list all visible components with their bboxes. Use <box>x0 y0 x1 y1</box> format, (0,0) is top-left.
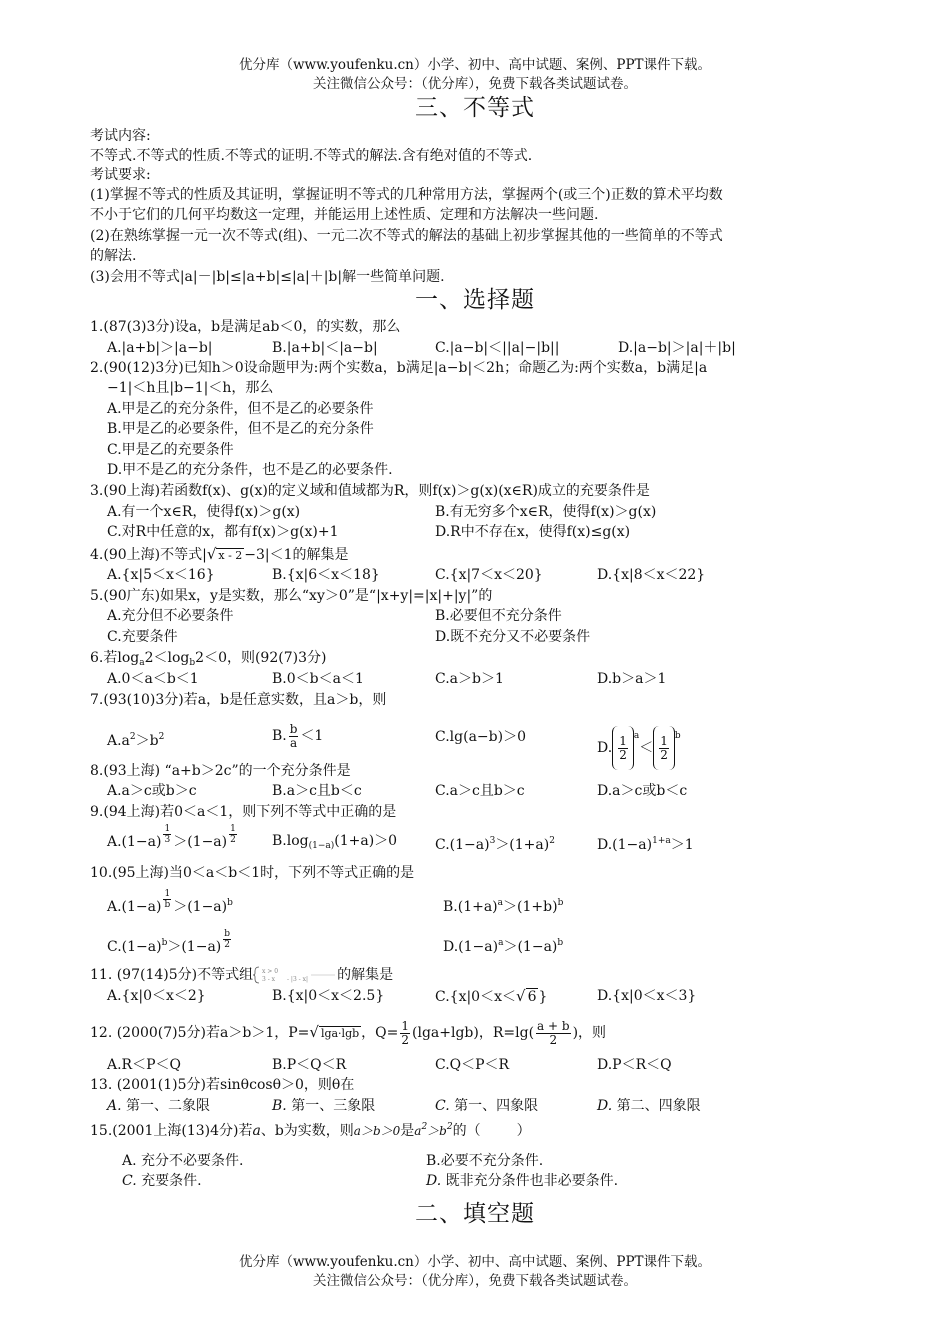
q4-option-a: A.{x|5＜x＜16} <box>107 567 215 583</box>
q11-option-d: D.{x|0＜x＜3} <box>597 988 697 1004</box>
q5-stem: 5.(90广东)如果x，y是实数，那么“xy＞0”是“|x+y|=|x|+|y|”的 <box>90 588 493 604</box>
q5-option-d: D.既不充分又不必要条件 <box>435 629 591 645</box>
q12-option-b: B.P＜Q＜R <box>272 1057 347 1073</box>
content-heading: 考试内容: <box>90 128 151 144</box>
q9-option-a: A.(1−a) $\frac{1}{3}$ ＞(1−a) $\frac{1}{2}$ <box>107 824 236 850</box>
q6-option-b: B.0＜b＜a＜1 <box>272 671 364 687</box>
q12-option-d: D.P＜R＜Q <box>597 1057 672 1073</box>
q12-option-c: C.Q＜P＜R <box>435 1057 510 1073</box>
q13-stem: 13. (2001(1)5分)若sinθcosθ＞0，则θ在 <box>90 1077 355 1093</box>
requirement-3: (3)会用不等式|a|－|b|≤|a+b|≤|a|＋|b|解一些简单问题. <box>90 269 445 285</box>
section-choice-heading: 一、选择题 <box>415 287 535 313</box>
q13-option-c: C. 第一、四象限 <box>435 1098 539 1114</box>
svg-text:3 - x: 3 - x <box>262 976 276 983</box>
q15-option-c: C. 充要条件. <box>122 1173 202 1189</box>
requirement-1a: (1)掌握不等式的性质及其证明，掌握证明不等式的几种常用方法，掌握两个(或三个)正数的算术平均数 <box>90 187 723 203</box>
svg-text:- |3 - x|: - |3 - x| <box>287 976 309 983</box>
q5-option-c: C.充要条件 <box>107 629 178 645</box>
q15-option-d: D. 既非充分条件也非必要条件. <box>426 1173 619 1189</box>
q10-stem: 10.(95上海)当0＜a＜b＜1时，下列不等式正确的是 <box>90 865 415 881</box>
content-text: 不等式.不等式的性质.不等式的证明.不等式的解法.含有绝对值的不等式. <box>90 148 533 164</box>
q15-option-a: A. 充分不必要条件. <box>122 1153 244 1169</box>
q9-option-c: $C.(1-a)^3>(1+a)^2$ <box>435 836 555 853</box>
q1-option-b: B.|a+b|＜|a−b| <box>272 340 378 356</box>
q4-stem: 4.(90上海)不等式|√ x - 2 −3|＜1的解集是 <box>90 545 349 563</box>
q13-option-d: D. 第二、四象限 <box>597 1098 701 1114</box>
q2-stem-1: 2.(90(12)3分)已知h＞0设命题甲为:两个实数a，b满足|a−b|＜2h；命题乙为:两个实数a，b满足|a <box>90 360 708 376</box>
q6-stem: 6.若$\log_a2<\log_b2<0$，则(92(7)3分) <box>90 650 327 668</box>
q2-option-c: C.甲是乙的充要条件 <box>107 442 234 458</box>
q1-stem: 1.(87(3)3分)设a，b是满足ab＜0，的实数，那么 <box>90 319 401 335</box>
requirement-1b: 不小于它们的几何平均数这一定理，并能运用上述性质、定理和方法解决一些问题. <box>90 207 599 223</box>
q9-option-d: $D.(1-a)^{1+a}>1$ <box>597 836 694 853</box>
q8-stem: 8.(93上海) “a+b＞2c”的一个充分条件是 <box>90 763 351 779</box>
page-title: 三、不等式 <box>415 95 535 121</box>
q9-option-b: $B.\log_{(1-a)}(1+a)>0$ <box>272 833 398 851</box>
q10-option-d: $D.(1-a)^a>(1-a)^b$ <box>443 938 564 955</box>
q8-option-b: B.a＞c且b＜c <box>272 783 362 799</box>
q4-option-c: C.{x|7＜x＜20} <box>435 567 543 583</box>
q3-stem: 3.(90上海)若函数f(x)、g(x)的定义域和值域都为R，则f(x)＞g(x)(x∈R)成立的充要条件是 <box>90 483 650 499</box>
q12-stem: 12. (2000(7)5分)若a＞b＞1，P=√ lga·lgb ，Q= $\frac{1}{2}$ (lga+lgb)，R=lg( $\frac{a + b}{2}$ )，则 <box>90 1018 607 1047</box>
header-line-1: 优分库（www.youfenku.cn）小学、初中、高中试题、案例、PPT课件下载。 <box>238 57 712 73</box>
q11-stem: 11. (97(14)5分)不等式组 x > 0 3 - x - |3 - x| 的解集是 <box>90 967 394 983</box>
q15-option-b: B.必要不充分条件. <box>426 1153 544 1169</box>
q10-option-a: A.(1−a) $\frac{1}{b}$ $>(1-a)^b$ <box>107 889 233 915</box>
q11-option-b: B.{x|0＜x＜2.5} <box>272 988 385 1004</box>
q6-option-c: C.a＞b＞1 <box>435 671 504 687</box>
q3-option-d: D.R中不存在x，使得f(x)≤g(x) <box>435 524 631 540</box>
q10-option-b: $B.(1+a)^a>(1+b)^b$ <box>443 898 564 915</box>
svg-text:x > 0: x > 0 <box>262 968 279 975</box>
q5-option-b: B.必要但不充分条件 <box>435 608 562 624</box>
requirement-2b: 的解法. <box>90 248 137 264</box>
q9-stem: 9.(94上海)若0＜a＜1，则下列不等式中正确的是 <box>90 804 397 820</box>
q8-option-c: C.a＞c且b＞c <box>435 783 525 799</box>
q2-option-d: D.甲不是乙的充分条件，也不是乙的必要条件. <box>107 462 393 478</box>
q7-option-c: C.lg(a−b)＞0 <box>435 729 526 745</box>
q5-option-a: A.充分但不必要条件 <box>107 608 234 624</box>
q8-option-d: D.a＞c或b＜c <box>597 783 688 799</box>
q1-option-d: D.|a−b|＞|a|＋|b| <box>618 340 736 356</box>
requirement-2a: (2)在熟练掌握一元一次不等式(组)、一元二次不等式的解法的基础上初步掌握其他的一些简单的不等式 <box>90 228 723 244</box>
q11-option-a: A.{x|0＜x＜2} <box>107 988 206 1004</box>
q2-option-a: A.甲是乙的充分条件，但不是乙的必要条件 <box>107 401 374 417</box>
q2-option-b: B.甲是乙的必要条件，但不是乙的充分条件 <box>107 421 374 437</box>
q1-option-c: C.|a−b|＜||a|−|b|| <box>435 340 560 356</box>
q15-stem: 15.(2001上海(13)4分)若a、b为实数，则a＞b＞0是$a^2>b^2$的（ ） <box>90 1122 531 1139</box>
q11-option-c: C.{x|0＜x＜√ 6 } <box>435 987 548 1005</box>
q10-option-c: $C.(1-a)^b>(1-a)$ $\frac{b}{2}$ <box>107 929 231 955</box>
q4-option-d: D.{x|8＜x＜22} <box>597 567 706 583</box>
q13-option-a: A. 第一、二象限 <box>107 1098 211 1114</box>
q3-option-b: B.有无穷多个x∈R，使得f(x)＞g(x) <box>435 504 657 520</box>
q3-option-c: C.对R中任意的x，都有f(x)＞g(x)+1 <box>107 524 339 540</box>
q13-option-b: B. 第一、三象限 <box>272 1098 376 1114</box>
q12-option-a: A.R＜P＜Q <box>107 1057 181 1073</box>
inequality-system-image <box>253 966 337 984</box>
q1-option-a: A.|a+b|＞|a−b| <box>107 340 213 356</box>
q7-stem: 7.(93(10)3分)若a，b是任意实数，且a＞b，则 <box>90 692 387 708</box>
q8-option-a: A.a＞c或b＞c <box>107 783 197 799</box>
q6-option-a: A.0＜a＜b＜1 <box>107 671 199 687</box>
q2-stem-2: −1|＜h且|b−1|＜h，那么 <box>107 380 274 396</box>
q4-sqrt-radicand: x - 2 <box>218 549 243 562</box>
requirements-heading: 考试要求: <box>90 167 151 183</box>
q3-option-a: A.有一个x∈R，使得f(x)＞g(x) <box>107 504 301 520</box>
q7-option-b: B. $\frac{b}{a}$ ＜1 <box>272 721 324 750</box>
header-line-2: 关注微信公众号：（优分库），免费下载各类试题试卷。 <box>313 76 637 92</box>
q4-option-b: B.{x|6＜x＜18} <box>272 567 380 583</box>
q6-option-d: D.b＞a＞1 <box>597 671 667 687</box>
section-fill-heading: 二、填空题 <box>415 1201 535 1227</box>
q7-option-a: $A.a^2>b^2$ <box>107 732 165 749</box>
footer-line-2: 关注微信公众号：（优分库），免费下载各类试题试卷。 <box>313 1273 637 1289</box>
footer-line-1: 优分库（www.youfenku.cn）小学、初中、高中试题、案例、PPT课件下载。 <box>238 1254 712 1270</box>
q7-option-d: D. $\frac{1}{2}$ $^a$＜ $\frac{1}{2}$ $^b$ <box>597 714 681 770</box>
